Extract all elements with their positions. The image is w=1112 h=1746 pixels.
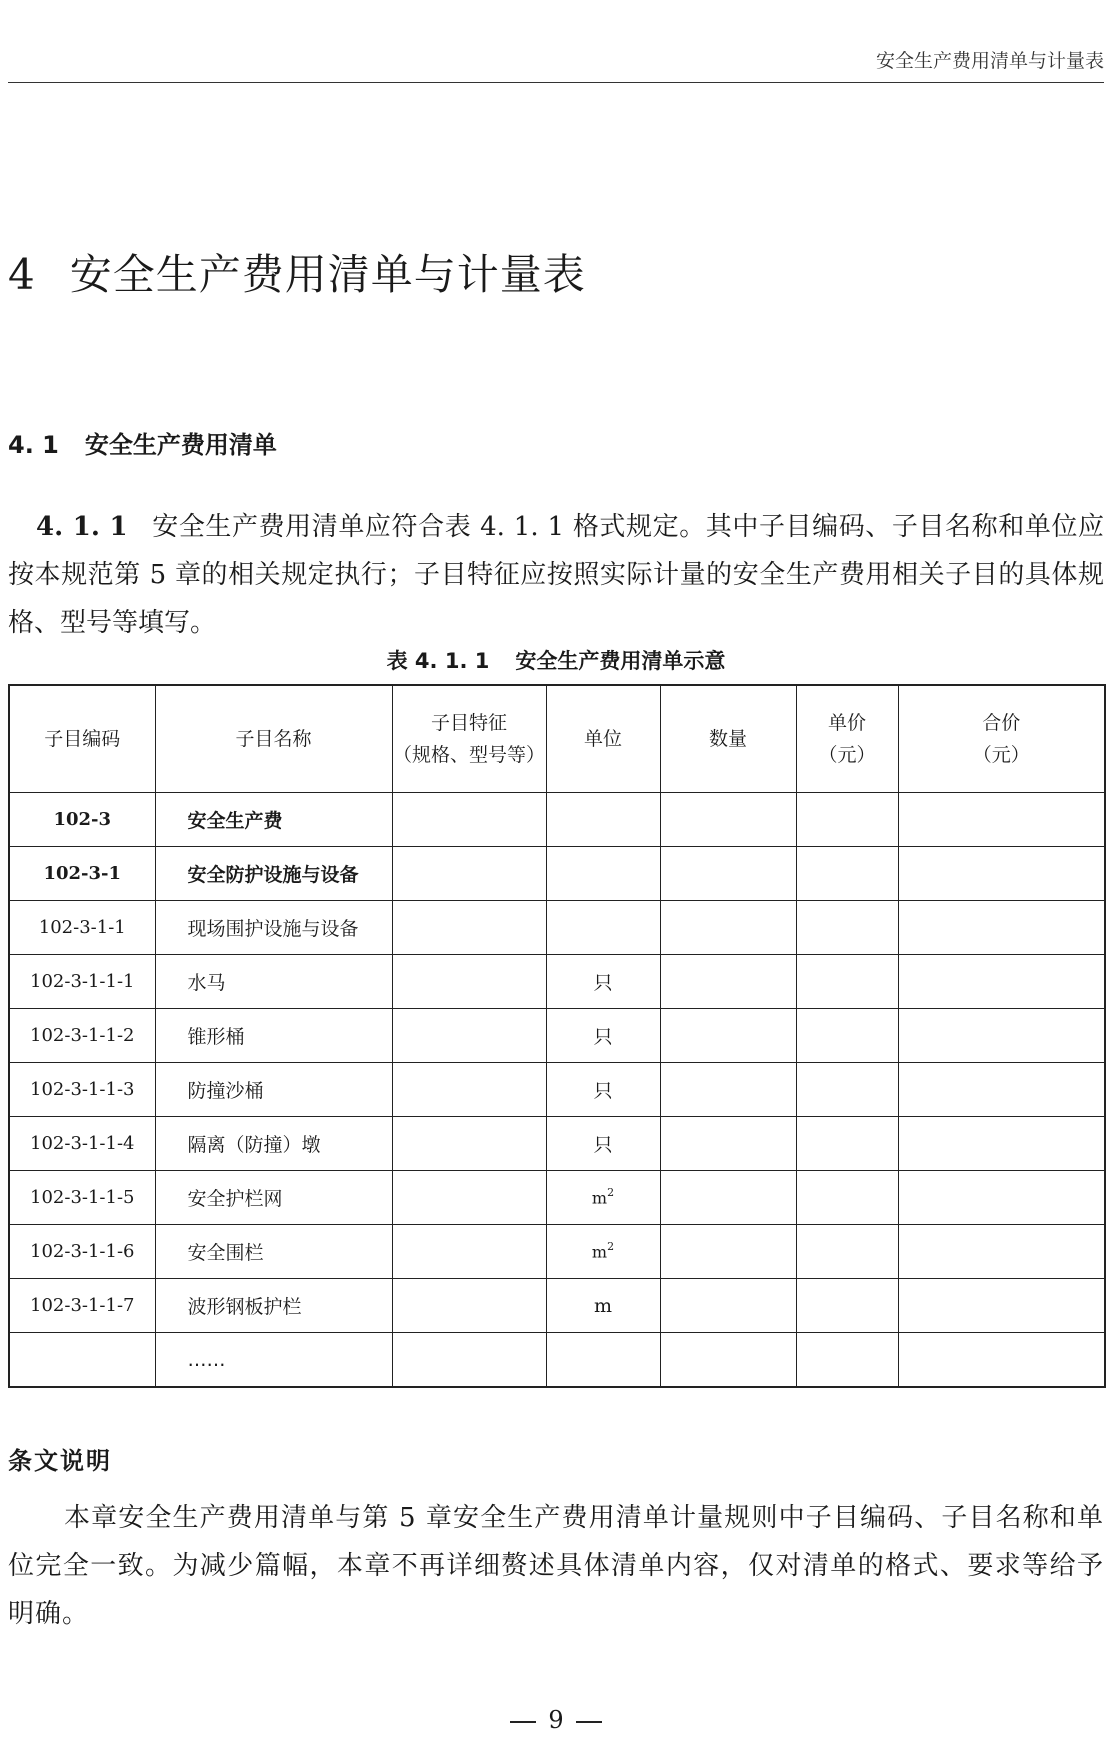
- table-row: [9, 1333, 1105, 1388]
- unit-cell: [546, 1333, 660, 1388]
- table-header-label: 数量: [708, 728, 747, 750]
- running-header: 安全生产费用清单与计量表: [875, 50, 1104, 72]
- unit-price-cell: [796, 1117, 898, 1171]
- table-row: [9, 1279, 1105, 1333]
- total-price-cell: [898, 1171, 1105, 1225]
- table-caption-number: 表 4. 1. 1: [386, 649, 490, 673]
- unit-text: 只: [593, 1134, 613, 1156]
- unit-cell: [546, 1279, 660, 1333]
- table-header-cell: [796, 685, 898, 793]
- explanation-paragraph: 本章安全生产费用清单与第 5 章安全生产费用清单计量规则中子目编码、子目名称和单位完全一致。为减少篇幅，本章不再详细赘述具体清单内容，仅对清单的格式、要求等给予明确。: [8, 1503, 1104, 1629]
- table-header-label: 单价: [827, 712, 866, 734]
- total-price-cell: [898, 1063, 1105, 1117]
- table-header-row: [9, 685, 1105, 793]
- chapter-number: 4: [8, 250, 36, 299]
- table-body: [9, 793, 1105, 1388]
- item-feature-cell: [392, 955, 546, 1009]
- table-header-cell: [392, 685, 546, 793]
- table-header-sublabel: （规格、型号等）: [392, 744, 545, 766]
- item-code-cell: 102-3: [9, 793, 155, 847]
- table-caption-title: 安全生产费用清单示意: [515, 649, 726, 673]
- unit-price-cell: [796, 847, 898, 901]
- unit-price-cell: [796, 1171, 898, 1225]
- total-price-cell: [898, 1279, 1105, 1333]
- unit-cell: [546, 1171, 660, 1225]
- clause-text: 安全生产费用清单应符合表 4. 1. 1 格式规定。其中子目编码、子目名称和单位应按本规范第 5 章的相关规定执行；子目特征应按照实际计量的安全生产费用相关子目的具体规格、型号等填写。: [8, 512, 1104, 638]
- item-code-cell: 102-3-1-1-7: [9, 1279, 155, 1333]
- unit-price-cell: [796, 1063, 898, 1117]
- item-name-cell: 现场围护设施与设备: [155, 901, 392, 955]
- section-number: 4. 1: [8, 431, 59, 459]
- bill-table: [8, 684, 1106, 1388]
- item-code-cell: 102-3-1-1: [9, 901, 155, 955]
- item-name-cell: 安全防护设施与设备: [155, 847, 392, 901]
- clause-paragraph: [8, 503, 1104, 647]
- unit-superscript: 2: [607, 1186, 615, 1200]
- clause-number: 4. 1. 1: [36, 512, 128, 542]
- item-name-cell: 波形钢板护栏: [155, 1279, 392, 1333]
- quantity-cell: [660, 1009, 796, 1063]
- table-row: [9, 901, 1105, 955]
- unit-price-cell: [796, 1009, 898, 1063]
- table-header-sublabel: （元）: [972, 744, 1030, 766]
- total-price-cell: [898, 1009, 1105, 1063]
- page-number-dash-right: [576, 1721, 602, 1723]
- table-row: [9, 793, 1105, 847]
- total-price-cell: [898, 901, 1105, 955]
- table-header-label: 单位: [583, 728, 622, 750]
- page-number-dash-left: [510, 1721, 536, 1723]
- item-code-cell: 102-3-1-1-3: [9, 1063, 155, 1117]
- explanation-heading: 条文说明: [8, 1446, 112, 1475]
- quantity-cell: [660, 1333, 796, 1388]
- unit-cell: [546, 1063, 660, 1117]
- page-number: [0, 1706, 1112, 1734]
- section-title-text: 安全生产费用清单: [84, 431, 277, 459]
- item-feature-cell: [392, 847, 546, 901]
- table-header-cell: [660, 685, 796, 793]
- unit-price-cell: [796, 955, 898, 1009]
- unit-cell: [546, 1117, 660, 1171]
- total-price-cell: [898, 1225, 1105, 1279]
- unit-cell: [546, 847, 660, 901]
- quantity-cell: [660, 793, 796, 847]
- total-price-cell: [898, 793, 1105, 847]
- item-code-cell: [9, 1333, 155, 1388]
- quantity-cell: [660, 901, 796, 955]
- chapter-title-text: 安全生产费用清单与计量表: [69, 250, 586, 299]
- quantity-cell: [660, 1171, 796, 1225]
- item-feature-cell: [392, 1009, 546, 1063]
- page-number-value: 9: [548, 1706, 564, 1734]
- unit-cell: [546, 793, 660, 847]
- item-name-cell: 安全围栏: [155, 1225, 392, 1279]
- item-feature-cell: [392, 1117, 546, 1171]
- unit-text: m: [591, 1188, 608, 1208]
- table-row: [9, 1225, 1105, 1279]
- unit-text: m: [591, 1242, 608, 1262]
- item-name-cell: 安全生产费: [155, 793, 392, 847]
- item-feature-cell: [392, 1225, 546, 1279]
- item-feature-cell: [392, 793, 546, 847]
- item-feature-cell: [392, 1333, 546, 1388]
- section-title: [8, 425, 277, 460]
- table-row: [9, 847, 1105, 901]
- table-header-label: 子目编码: [44, 728, 121, 750]
- item-feature-cell: [392, 1171, 546, 1225]
- total-price-cell: [898, 1117, 1105, 1171]
- item-name-cell: 锥形桶: [155, 1009, 392, 1063]
- table-row: [9, 1009, 1105, 1063]
- item-name-cell: 安全护栏网: [155, 1171, 392, 1225]
- item-name-cell: 防撞沙桶: [155, 1063, 392, 1117]
- quantity-cell: [660, 1225, 796, 1279]
- table-row: [9, 1117, 1105, 1171]
- quantity-cell: [660, 1063, 796, 1117]
- item-name-cell: 隔离（防撞）墩: [155, 1117, 392, 1171]
- unit-text: 只: [593, 1080, 613, 1102]
- item-code-cell: 102-3-1-1-2: [9, 1009, 155, 1063]
- table-header-cell: [155, 685, 392, 793]
- table-header-label: 子目特征: [430, 712, 507, 734]
- table-row: [9, 1063, 1105, 1117]
- quantity-cell: [660, 847, 796, 901]
- item-code-cell: 102-3-1-1-6: [9, 1225, 155, 1279]
- item-code-cell: 102-3-1: [9, 847, 155, 901]
- chapter-title: [8, 242, 586, 302]
- unit-price-cell: [796, 1279, 898, 1333]
- unit-price-cell: [796, 793, 898, 847]
- unit-text: 只: [593, 972, 613, 994]
- table-caption: [0, 645, 1112, 675]
- unit-cell: [546, 1225, 660, 1279]
- quantity-cell: [660, 1279, 796, 1333]
- table-row: [9, 1171, 1105, 1225]
- item-name-cell: 水马: [155, 955, 392, 1009]
- table-header-cell: [898, 685, 1105, 793]
- item-feature-cell: [392, 1063, 546, 1117]
- total-price-cell: [898, 847, 1105, 901]
- unit-price-cell: [796, 1333, 898, 1388]
- item-feature-cell: [392, 1279, 546, 1333]
- unit-cell: [546, 955, 660, 1009]
- item-name-cell: ……: [155, 1333, 392, 1388]
- item-code-cell: 102-3-1-1-1: [9, 955, 155, 1009]
- quantity-cell: [660, 1117, 796, 1171]
- unit-superscript: 2: [607, 1240, 615, 1254]
- table-header-label: 合价: [982, 712, 1021, 734]
- unit-cell: [546, 1009, 660, 1063]
- item-code-cell: 102-3-1-1-5: [9, 1171, 155, 1225]
- table-header-cell: [546, 685, 660, 793]
- total-price-cell: [898, 1333, 1105, 1388]
- table-header-sublabel: （元）: [818, 744, 876, 766]
- item-feature-cell: [392, 901, 546, 955]
- unit-text: 只: [593, 1026, 613, 1048]
- unit-text: m: [593, 1294, 613, 1317]
- table-header-cell: [9, 685, 155, 793]
- unit-price-cell: [796, 901, 898, 955]
- item-code-cell: 102-3-1-1-4: [9, 1117, 155, 1171]
- total-price-cell: [898, 955, 1105, 1009]
- table-row: [9, 955, 1105, 1009]
- header-rule: [8, 82, 1104, 83]
- table-header-label: 子目名称: [235, 728, 312, 750]
- quantity-cell: [660, 955, 796, 1009]
- unit-cell: [546, 901, 660, 955]
- unit-price-cell: [796, 1225, 898, 1279]
